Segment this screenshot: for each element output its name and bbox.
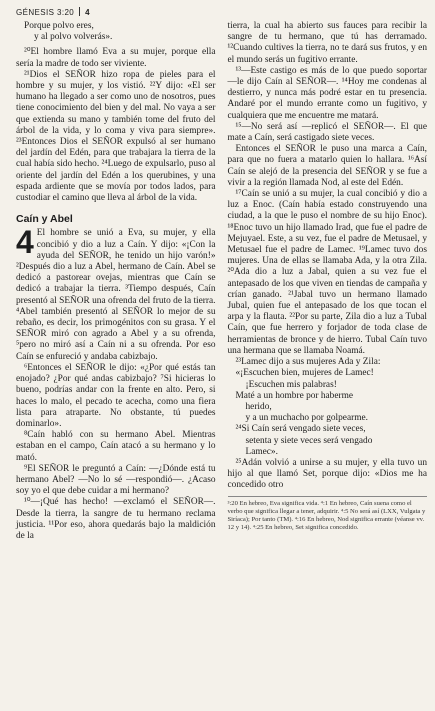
page-header <box>16 6 427 19</box>
paragraph: ²⁰El hombre llamó Eva a su mujer, porque ella sería la madre de todo ser viviente. <box>16 47 216 69</box>
poetry-line: «¡Escuchen bien, mujeres de Lamec! <box>235 368 374 379</box>
paragraph: ²⁵Adán volvió a unirse a su mujer, y ella tuvo un hijo al que llamó Set, porque dijo: «Dios me ha concedido otro <box>227 457 427 491</box>
poetry-line: Lamec». <box>245 446 278 457</box>
poetry-line: setenta y siete veces será vengado <box>245 435 373 446</box>
chapter-opening-paragraph <box>16 224 216 362</box>
poetry-line: ¡Escuchen mis palabras! <box>245 379 337 390</box>
song-of-lamec <box>228 368 428 458</box>
poetry-line: y a un muchacho por golpearme. <box>245 413 368 424</box>
footnotes <box>228 496 428 532</box>
paragraph: ²¹Dios el SEÑOR hizo ropa de pieles para el hombre y su mujer, y los vistió. ²²Y dijo: «El ser humano ha llegado a ser como uno de nosotros, pues tiene conocimiento del bien y del mal. No vaya a ser que extienda su mano y también tome del fruto del árbol de la vida, y lo coma y viva para siempre». ²³Entonces Dios el SEÑOR expulsó al ser humano del jardín del Edén, para que trabajara la tierra de la cual había sido hecho. ²⁴Luego de expulsarlo, puso al oriente del jardín del Edén a los querubines, y una espada ardiente que se movía por todos lados, para custodiar el camino que lleva al árbol de la vida. <box>16 69 216 204</box>
header-divider <box>79 7 80 16</box>
page-number: 4 <box>85 8 91 17</box>
text-columns <box>16 21 427 542</box>
chapter-reference: GÉNESIS 3:20 <box>16 8 75 17</box>
paragraph-text: El hombre se unió a Eva, su mujer, y ella concibió y dio a luz a Caín. Y dijo: «¡Con la ayuda del SEÑOR, he tenido un hijo varón!» ²Después dio a luz a Abel, hermano de Caín. Abel se dedicó a pastorear ovejas, mientras que Caín se dedicó a trabajar la tierra. ³Tiempo después, Caín presentó al SEÑOR una ofrenda del fruto de la tierra. ⁴Abel también presentó al SEÑOR lo mejor de su rebaño, es decir, los primogénitos con su grasa. Y el SEÑOR miró con agrado a Abel y a su ofrenda, ⁵pero no miró así a Caín ni a su ofrenda. Por eso Caín se enfureció y andaba cabizbajo. <box>16 228 216 362</box>
section-heading: Caín y Abel <box>16 213 73 226</box>
poetry-line: herido, <box>245 401 272 412</box>
paragraph: ¹⁰—¡Qué has hecho! —exclamó el SEÑOR—. Desde la tierra, la sangre de tu hermano reclama justicia. ¹¹Por eso, ahora quedarás bajo la maldición de la <box>16 497 216 541</box>
paragraph: Entonces el SEÑOR le puso una marca a Caín, para que no fuera a matarlo quien lo hallara. ¹⁶Así Caín se alejó de la presencia del SEÑOR y se fue a vivir a la región llamada Nod, al este del Edén. <box>227 144 427 188</box>
poetry-line: Porque polvo eres, <box>24 21 94 31</box>
paragraph: ⁹El SEÑOR le preguntó a Caín: —¿Dónde está tu hermano Abel? —No lo sé —respondió—. ¿Acaso soy yo el que debe cuidar a mi hermano? <box>16 463 216 497</box>
poetry-line: Maté a un hombre por haberme <box>235 390 354 401</box>
paragraph: ⁸Caín habló con su hermano Abel. Mientras estaban en el campo, Caín atacó a su hermano y lo mató. <box>16 430 216 463</box>
paragraph: ⁶Entonces el SEÑOR le dijo: «¿Por qué estás tan enojado? ¿Por qué andas cabizbajo? ⁷Si hicieras lo bueno, podrías andar con la frente en alto. Pero, si haces lo malo, el pecado te acecha, como una fiera lista para atraparte. No obstante, tú puedes dominarlo». <box>16 362 216 429</box>
paragraph: ²³Lamec dijo a sus mujeres Ada y Zila: <box>235 357 381 368</box>
paragraph: ¹⁵—No será así —replicó el SEÑOR—. El que mate a Caín, será castigado siete veces. <box>227 121 427 144</box>
left-column <box>16 21 216 542</box>
poetry-block <box>16 21 216 43</box>
paragraph: tierra, la cual ha abierto sus fauces para recibir la sangre de tu hermano, que tú has derramado. ¹²Cuando cultives la tierra, no te dará sus frutos, y en el mundo serás un fugitivo errante. <box>227 21 427 65</box>
paragraph: ¹³—Este castigo es más de lo que puedo soportar —le dijo Caín al SEÑOR—. ¹⁴Hoy me condenas al destierro, y nunca más podré estar en tu presencia. Andaré por el mundo errante como un fugitivo, y cualquiera que me encuentre me matará. <box>227 65 427 121</box>
paragraph: ¹⁷Caín se unió a su mujer, la cual concibió y dio a luz a Enoc. (Caín había estado construyendo una ciudad, a la que le puso el nombre de su hijo Enoc). ¹⁸Enoc tuvo un hijo llamado Irad, que fue el padre de Mejuyael. Este, a su vez, fue el padre de Metusael, y Metusael fue el padre de Lamec. ¹⁹Lamec tuvo dos mujeres. Una de ellas se llamaba Ada, y la otra Zila. ²⁰Ada dio a luz a Jabal, quien a su vez fue el antepasado de los que viven en tiendas de campaña y crían ganado. ²¹Jabal tuvo un hermano llamado Jubal, quien fue el antepasado de los que tocan el arpa y la flauta. ²²Por su parte, Zila dio a luz a Tubal Caín, que fue herrero y forjador de toda clase de herramientas de bronce y de hierro. Tubal Caín tuvo una hermana que se llamaba Noamá. <box>227 189 427 356</box>
chapter-number-dropcap: 4 <box>16 224 34 261</box>
right-column <box>228 21 428 542</box>
poetry-line: ²⁴Si Caín será vengado siete veces, <box>235 424 366 435</box>
poetry-line: y al polvo volverás». <box>34 32 113 43</box>
footnote-text: ³:20 En hebreo, Eva significa vida. ⁴:1 En hebreo, Caín suena como el verbo que significa llegar a tener, adquirir. ⁴:5 No será así (LXX, Vulgata y Siríaca); Por tanto (TM). ⁴:16 En hebreo, Nod significa errante (véanse vv. 12 y 14). ⁴:25 En hebreo, Set significa concedido. <box>227 499 426 531</box>
